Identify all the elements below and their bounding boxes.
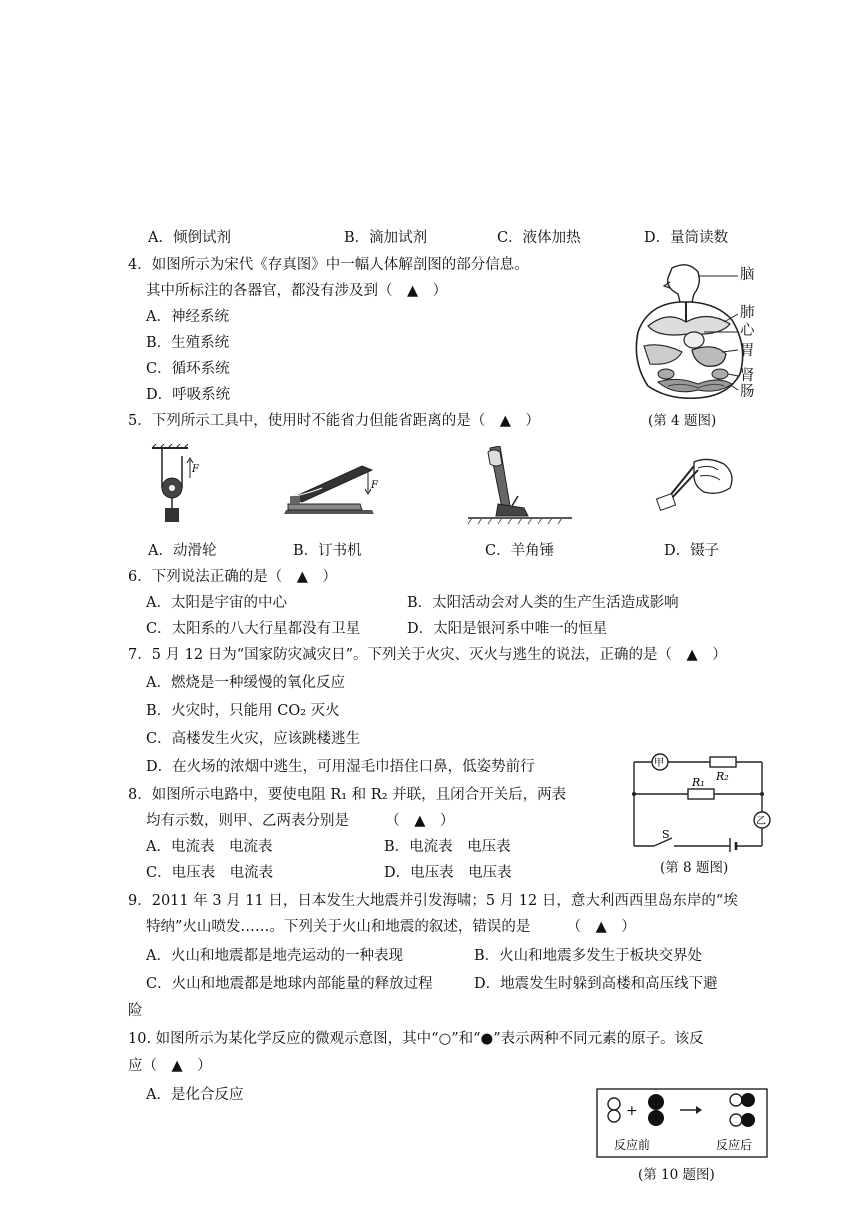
- svg-text:+: +: [626, 1103, 638, 1119]
- q9-option-a: A．火山和地震都是地壳运动的一种表现: [146, 948, 403, 964]
- q10-stem-line2: 应（ ▲ ）: [128, 1058, 212, 1074]
- anatomy-label-heart: 心: [740, 323, 755, 339]
- q7-option-a: A．燃烧是一种缓慢的氧化反应: [146, 675, 345, 691]
- q7-option-c: C．高楼发生火灾，应该跳楼逃生: [146, 731, 361, 747]
- q4-option-c: C．循环系统: [146, 361, 230, 377]
- q6-option-a: A．太阳是宇宙的中心: [146, 595, 287, 611]
- reaction-before-label: 反应前: [614, 1138, 651, 1152]
- r1-label: R₁: [692, 776, 705, 789]
- q9-option-c: C．火山和地震都是地球内部能量的释放过程: [146, 976, 433, 992]
- q7-option-b: B．火灾时，只能用 CO₂ 灭火: [146, 703, 340, 719]
- q8-option-b: B．电流表 电压表: [384, 839, 511, 855]
- q4-option-d: D．呼吸系统: [146, 387, 231, 403]
- switch-label: S: [662, 828, 670, 841]
- reaction-after-label: 反应后: [716, 1138, 753, 1152]
- q3-option-b: B．滴加试剂: [344, 230, 428, 246]
- q7-stem: 7．5 月 12 日为“国家防灾减灾日”。下列关于火灾、灭火与逃生的说法，正确的是（ ▲ ）: [128, 647, 727, 663]
- q4-caption: (第 4 题图): [648, 413, 717, 429]
- q9-option-d: D．地震发生时躲到高楼和高压线下避: [474, 976, 718, 992]
- q5-option-c: C．羊角锤: [485, 543, 555, 559]
- q6-stem: 6．下列说法正确的是（ ▲ ）: [128, 569, 337, 585]
- q9-option-b: B．火山和地震多发生于板块交界处: [474, 948, 703, 964]
- q8-option-d: D．电压表 电压表: [384, 865, 512, 881]
- q4-option-a: A．神经系统: [146, 309, 229, 325]
- q3-option-d: D．量筒读数: [644, 230, 729, 246]
- q4-stem-line1: 4．如图所示为宋代《存真图》中一幅人体解剖图的部分信息。: [128, 257, 529, 273]
- q3-option-a: A．倾倒试剂: [148, 230, 231, 246]
- q8-option-c: C．电压表 电流表: [146, 865, 274, 881]
- r2-label: R₂: [716, 770, 729, 783]
- q10-stem-line1: 10. 如图所示为某化学反应的微观示意图，其中“○”和“●”表示两种不同元素的原子。该反: [128, 1031, 704, 1047]
- anatomy-label-brain: 脑: [740, 267, 755, 283]
- q5-option-b: B．订书机: [293, 543, 362, 559]
- anatomy-label-lung: 肺: [740, 305, 755, 321]
- anatomy-label-stomach: 胃: [740, 343, 755, 359]
- q5-option-a: A．动滑轮: [148, 543, 217, 559]
- q9-stem-line1: 9．2011 年 3 月 11 日，日本发生大地震并引发海啸；5 月 12 日，意大利西西里岛东岸的“埃: [128, 893, 738, 909]
- stapler-force-label: F: [371, 480, 378, 491]
- q8-caption: (第 8 题图): [660, 860, 729, 876]
- q10-option-a: A．是化合反应: [146, 1087, 244, 1103]
- q8-option-a: A．电流表 电流表: [146, 839, 273, 855]
- q4-stem-line2: 其中所标注的各器官，都没有涉及到（ ▲ ）: [146, 283, 448, 299]
- movable-pulley-figure: [148, 444, 204, 534]
- q5-stem: 5．下列所示工具中，使用时不能省力但能省距离的是（ ▲ ）: [128, 413, 540, 429]
- tweezers-figure: [654, 452, 740, 520]
- q4-option-b: B．生殖系统: [146, 335, 230, 351]
- q10-caption: (第 10 题图): [638, 1167, 715, 1183]
- stapler-figure: [282, 458, 382, 520]
- q3-option-c: C．液体加热: [497, 230, 581, 246]
- q9-stem-line2: 特纳”火山喷发……。下列关于火山和地震的叙述，错误的是 （ ▲ ）: [146, 919, 636, 935]
- q8-stem-line1: 8．如图所示电路中，要使电阻 R₁ 和 R₂ 并联，且闭合开关后，两表: [128, 787, 567, 803]
- reaction-figure: [596, 1088, 768, 1158]
- meter-jia-label: 甲: [654, 758, 664, 769]
- q9-option-d-continued: 险: [128, 1003, 143, 1019]
- q6-option-b: B．太阳活动会对人类的生产生活造成影响: [407, 595, 679, 611]
- q6-option-c: C．太阳系的八大行星都没有卫星: [146, 621, 361, 637]
- pulley-force-label: F: [192, 464, 199, 475]
- q7-option-d: D．在火场的浓烟中逃生，可用湿毛巾捂住口鼻，低姿势前行: [146, 759, 535, 775]
- circuit-figure: [626, 748, 774, 852]
- q8-stem-line2: 均有示数，则甲、乙两表分别是 （ ▲ ）: [146, 813, 455, 829]
- meter-yi-label: 乙: [756, 816, 766, 827]
- anatomy-label-kidney: 肾: [740, 368, 755, 384]
- q5-option-d: D．镊子: [664, 543, 720, 559]
- q6-option-d: D．太阳是银河系中唯一的恒星: [407, 621, 608, 637]
- anatomy-label-intestine: 肠: [740, 384, 755, 400]
- claw-hammer-figure: [468, 446, 572, 532]
